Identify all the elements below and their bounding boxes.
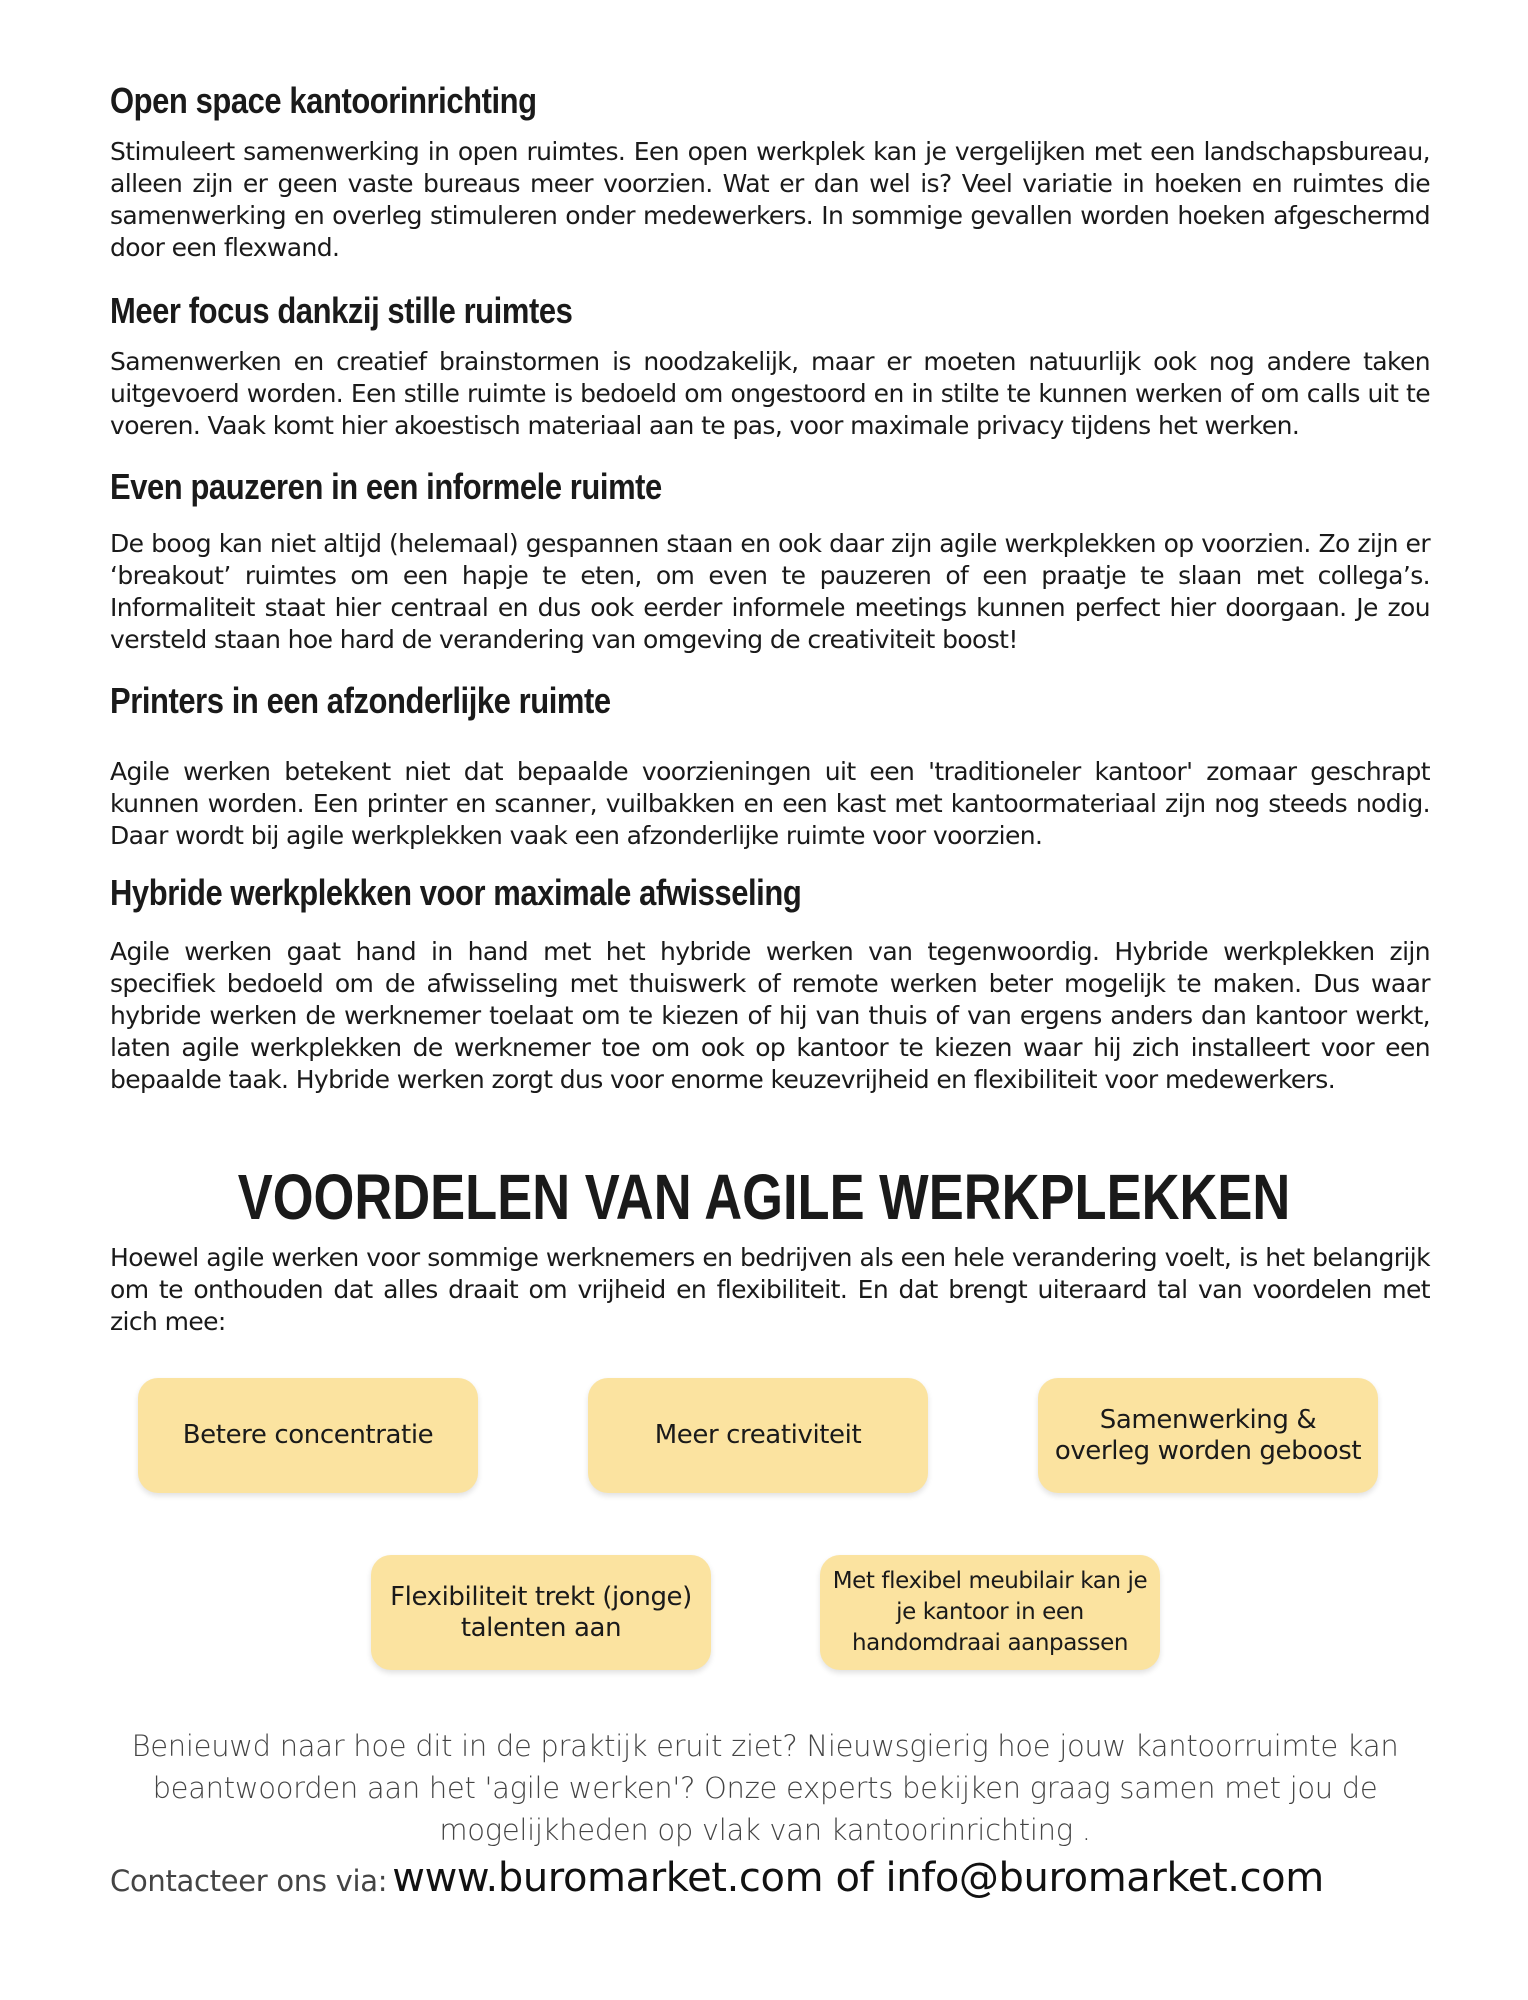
benefit-label: Flexibiliteit trekt (jonge) talenten aan: [390, 1581, 692, 1643]
contact-links[interactable]: www.buromarket.com of info@buromarket.com: [392, 1855, 1324, 1901]
contact-label: Contacteer ons via:: [110, 1864, 388, 1898]
section-printers: [110, 680, 1430, 852]
section-hybride: [110, 872, 1430, 1096]
section-open-space: [110, 80, 1430, 264]
benefit-label: Meer creativiteit: [654, 1420, 862, 1450]
benefit-label: Met flexibel meubilair kan je je kantoor in een handomdraai aanpassen: [832, 1568, 1148, 1656]
section-text: Stimuleert samenwerking in open ruimtes. Een open werkplek kan je vergelijken met een landschapsbureau, alleen zijn er geen vaste bureaus meer voorzien. Wat er dan wel is? Veel variatie in hoeken en ruimtes die samenwerking en overleg stimuleren onder medewerkers. In sommige gevallen worden hoeken afgeschermd door een flexwand.: [110, 137, 1430, 262]
benefits-title: VOORDELEN VAN AGILE WERKPLEKKEN: [237, 1161, 1291, 1233]
benefits-intro: Hoewel agile werken voor sommige werknemers en bedrijven als een hele verandering voelt, is het belangrijk om te onthouden dat alles draait om vrijheid en flexibiliteit. En dat brengt uiteraard tal van voordelen met zich mee:: [110, 1243, 1430, 1336]
benefits-intro-block: [110, 1242, 1430, 1338]
benefit-pill: [588, 1378, 928, 1493]
section-stille-ruimtes: [110, 290, 1430, 442]
benefit-label: Samenwerking & overleg worden geboost: [1054, 1404, 1362, 1466]
benefit-pill: [1038, 1378, 1378, 1493]
section-text: De boog kan niet altijd (helemaal) gespannen staan en ook daar zijn agile werkplekken op voorzien. Zo zijn er ‘breakout’ ruimtes om een hapje te eten, om even te pauzeren of een praatje te slaan met collega’s. Informaliteit staat hier centraal en dus ook eerder informele meetings kunnen perfect hier doorgaan. Je zou versteld staan hoe hard de verandering van omgeving de creativiteit boost!: [110, 529, 1430, 654]
section-text: Samenwerken en creatief brainstormen is noodzakelijk, maar er moeten natuurlijk ook nog andere taken uitgevoerd worden. Een stille ruimte is bedoeld om ongestoord en in stilte te kunnen werken of om calls uit te voeren. Vaak komt hier akoestisch materiaal aan te pas, voor maximale privacy tijdens het werken.: [110, 347, 1430, 440]
section-title: Hybride werkplekken voor maximale afwisseling: [110, 872, 802, 913]
closing-text: Benieuwd naar hoe dit in de praktijk eruit ziet? Nieuwsgierig hoe jouw kantoorruimte kan beantwoorden aan het 'agile werken'? Onze experts bekijken graag samen met jou de mogelijkheden op vlak van kantoorinrichting .: [131, 1729, 1399, 1847]
benefit-pill: [138, 1378, 478, 1493]
section-informele-ruimte: [110, 466, 1430, 656]
benefit-label: Betere concentratie: [182, 1420, 434, 1450]
section-text: Agile werken betekent niet dat bepaalde voorzieningen uit een 'traditioneler kantoor' zomaar geschrapt kunnen worden. Een printer en scanner, vuilbakken en een kast met kantoormateriaal zijn nog steeds nodig. Daar wordt bij agile werkplekken vaak een afzonderlijke ruimte voor voorzien.: [110, 757, 1430, 850]
section-title: Printers in een afzonderlijke ruimte: [110, 680, 611, 721]
benefit-pill: [371, 1555, 711, 1670]
section-title: Meer focus dankzij stille ruimtes: [110, 290, 573, 331]
section-title: Open space kantoorinrichting: [110, 80, 537, 121]
section-text: Agile werken gaat hand in hand met het hybride werken van tegenwoordig. Hybride werkplekken zijn specifiek bedoeld om de afwisseling met thuiswerk of remote werken beter mogelijk te maken. Dus waar hybride werken de werknemer toelaat om te kiezen of hij van thuis of van ergens anders dan kantoor werkt, laten agile werkplekken de werknemer toe om ook op kantoor te kiezen waar hij zich installeert voor een bepaalde taak. Hybride werken zorgt dus voor enorme keuzevrijheid en flexibiliteit voor medewerkers.: [110, 937, 1430, 1094]
section-title: Even pauzeren in een informele ruimte: [110, 466, 662, 507]
contact-line: [110, 1855, 1430, 1901]
benefit-pill: [820, 1555, 1160, 1670]
